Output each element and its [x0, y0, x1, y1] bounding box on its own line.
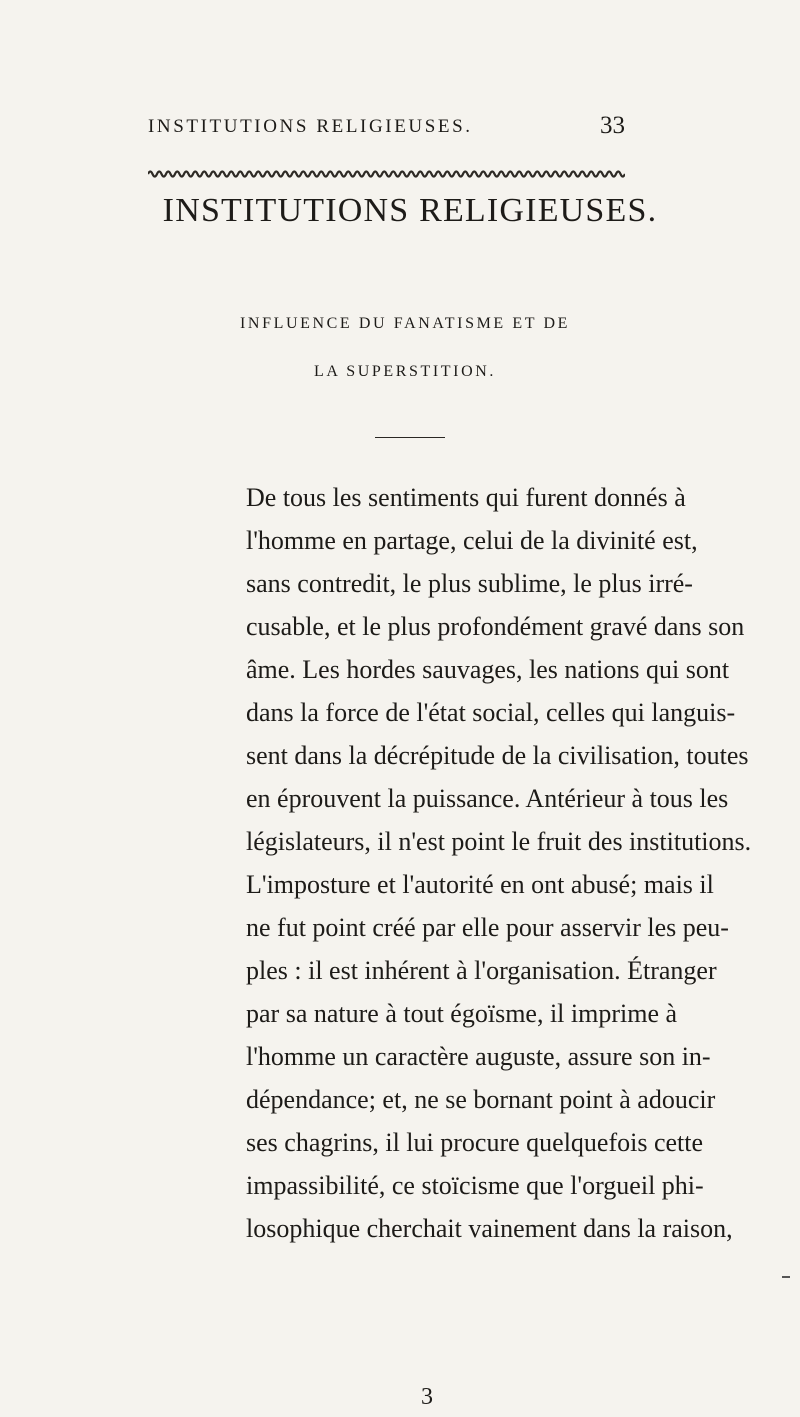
text-line: ne fut point créé par elle pour asservir les peu- [246, 913, 729, 942]
text-line: l'homme un caractère auguste, assure son in- [246, 1042, 711, 1071]
text-line: impassibilité, ce stoïcisme que l'orgueil phi- [246, 1171, 704, 1200]
ornament-wave [148, 172, 625, 177]
text-line: losophique cherchait vainement dans la raison, [246, 1214, 733, 1243]
text-line: ses chagrins, il lui procure quelquefois cette [246, 1128, 704, 1157]
margin-mark [782, 1276, 790, 1278]
running-title: INSTITUTIONS RELIGIEUSES. [148, 116, 473, 137]
text-line: L'imposture et l'autorité en ont abusé; mais il [246, 870, 714, 899]
text-line: De tous les sentiments qui furent donnés à [246, 483, 686, 512]
text-line: sent dans la décrépitude de la civilisation, toutes [246, 741, 749, 770]
running-header [0, 112, 800, 152]
section-rule [375, 437, 445, 438]
chapter-subtitle-line2: LA SUPERSTITION. [313, 363, 497, 380]
text-line: dans la force de l'état social, celles qui languis- [246, 698, 736, 727]
text-line: législateurs, il n'est point le fruit des institutions. [246, 827, 752, 856]
text-line: l'homme en partage, celui de la divinité est, [246, 526, 698, 555]
chapter-title: INSTITUTIONS RELIGIEUSES. [162, 192, 658, 229]
text-line: ples : il est inhérent à l'organisation. Étranger [246, 956, 717, 985]
text-line: dépendance; et, ne se bornant point à adoucir [246, 1085, 716, 1114]
chapter-subtitle-line1: INFLUENCE DU FANATISME ET DE [240, 315, 570, 332]
signature-mark: 3 [421, 1384, 433, 1410]
text-line: par sa nature à tout égoïsme, il imprime à [246, 999, 678, 1028]
page-number: 33 [600, 112, 625, 139]
ornamental-band [148, 167, 625, 181]
text-line: en éprouvent la puissance. Antérieur à tous les [246, 784, 729, 813]
text-line: âme. Les hordes sauvages, les nations qui sont [246, 655, 730, 684]
text-line: sans contredit, le plus sublime, le plus irré- [246, 569, 693, 598]
text-line: cusable, et le plus profondément gravé dans son [246, 612, 745, 641]
